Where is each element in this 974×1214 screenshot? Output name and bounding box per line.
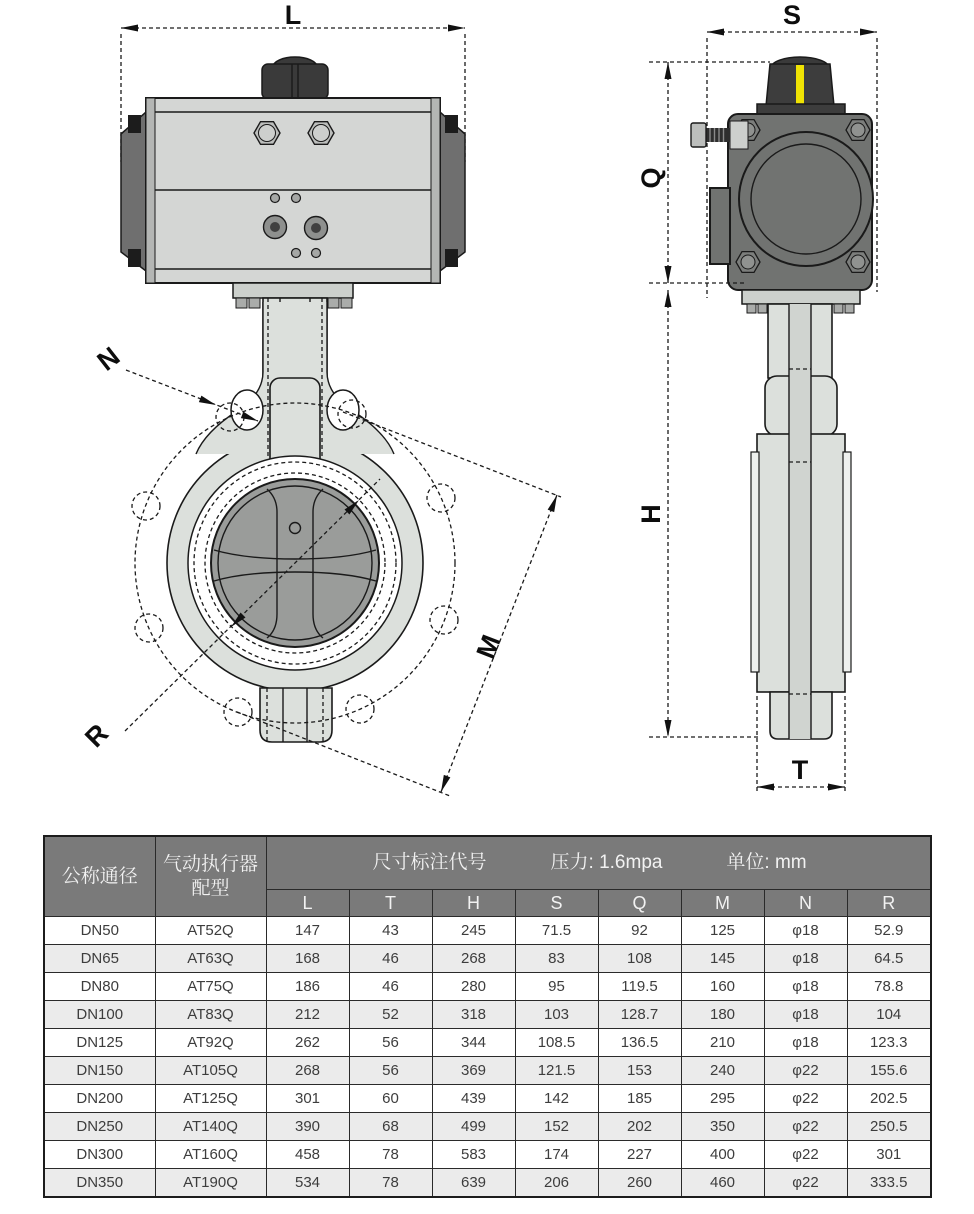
table-cell: 301 [266,1085,349,1113]
table-cell: φ22 [764,1113,847,1141]
table-cell: DN80 [44,973,155,1001]
header-unit: 单位: mm [726,852,807,874]
table-cell: 71.5 [515,917,598,945]
table-cell: AT160Q [155,1141,266,1169]
cylinder-face [739,132,873,266]
table-cell: DN300 [44,1141,155,1169]
dim-N [92,341,260,424]
table-cell: 460 [681,1169,764,1198]
col-S: S [515,890,598,917]
indicator-stripe [796,65,804,105]
seat-rail [843,452,851,672]
table-cell: 639 [432,1169,515,1198]
table-cell: 128.7 [598,1001,681,1029]
col-R: R [847,890,931,917]
table-cell: DN150 [44,1057,155,1085]
table-cell: 104 [847,1001,931,1029]
table-cell: 499 [432,1113,515,1141]
flange-hole [327,390,359,430]
table-cell: AT83Q [155,1001,266,1029]
table-cell: DN65 [44,945,155,973]
table-cell: AT92Q [155,1029,266,1057]
table-cell: 136.5 [598,1029,681,1057]
table-cell: 95 [515,973,598,1001]
table-cell: 119.5 [598,973,681,1001]
actuator-knob [262,64,328,99]
col-L: L [266,890,349,917]
table-cell: 123.3 [847,1029,931,1057]
col-M: M [681,890,764,917]
table-cell: 43 [349,917,432,945]
table-cell: AT140Q [155,1113,266,1141]
valve-side [742,290,860,739]
table-cell: 103 [515,1001,598,1029]
table-cell: 152 [515,1113,598,1141]
table-cell: 174 [515,1141,598,1169]
table-cell: 202.5 [847,1085,931,1113]
table-row [44,1113,931,1141]
table-cell: 155.6 [847,1057,931,1085]
table-cell: φ18 [764,917,847,945]
table-cell: 212 [266,1001,349,1029]
table-cell: DN100 [44,1001,155,1029]
header-dimension-code: 尺寸标注代号 [372,852,487,874]
table-cell: 78 [349,1141,432,1169]
dim-label-L: L [284,0,302,30]
table-cell: φ18 [764,973,847,1001]
table-cell: 68 [349,1113,432,1141]
table-cell: AT75Q [155,973,266,1001]
dim-H [636,290,760,737]
dim-label-T: T [791,755,809,785]
table-cell: 262 [266,1029,349,1057]
table-cell: 185 [598,1085,681,1113]
table-cell: 56 [349,1057,432,1085]
dim-label-S: S [782,0,802,30]
table-row [44,1001,931,1029]
mounting-plate-side [742,290,860,304]
table-row [44,1029,931,1057]
table-cell: 369 [432,1057,515,1085]
header-nominal-diameter: 公称通径 [44,836,155,917]
table-cell: DN50 [44,917,155,945]
header-actuator-model [155,836,266,917]
table-cell: 60 [349,1085,432,1113]
table-cell: 83 [515,945,598,973]
header-dimension-info [266,836,931,890]
table-body [44,917,931,1198]
table-cell: 534 [266,1169,349,1198]
table-cell: AT190Q [155,1169,266,1198]
table-cell: 202 [598,1113,681,1141]
table-cell: 108 [598,945,681,973]
dim-label-N: N [91,341,126,377]
table-cell: 280 [432,973,515,1001]
end-cap-right [440,112,465,271]
header-actuator-line1: 气动执行器 [162,853,258,875]
table-row [44,1057,931,1085]
table-cell: φ22 [764,1169,847,1198]
mounting-bracket [233,283,353,298]
table-cell: 180 [681,1001,764,1029]
table-cell: 400 [681,1141,764,1169]
table-cell: φ22 [764,1141,847,1169]
table-row [44,973,931,1001]
header-actuator-line2: 配型 [191,877,230,899]
table-cell: φ18 [764,1029,847,1057]
table-row [44,1169,931,1198]
table-cell: 206 [515,1169,598,1198]
table-cell: 350 [681,1113,764,1141]
table-cell: 92 [598,917,681,945]
table-cell: 240 [681,1057,764,1085]
table-row [44,917,931,945]
table-cell: 121.5 [515,1057,598,1085]
table-cell: 52 [349,1001,432,1029]
table-cell: 160 [681,973,764,1001]
table-row [44,1141,931,1169]
table-cell: 210 [681,1029,764,1057]
table-cell: 260 [598,1169,681,1198]
table-cell: 227 [598,1141,681,1169]
table-cell: DN200 [44,1085,155,1113]
header-pressure: 压力: 1.6mpa [550,852,663,874]
dim-label-R: R [79,718,115,754]
spec-table-wrap [43,835,932,1198]
table-cell: 268 [266,1057,349,1085]
seat-rail [751,452,759,672]
table-cell: 142 [515,1085,598,1113]
dim-label-Q: Q [636,167,666,189]
table-cell: 46 [349,945,432,973]
table-row [44,1085,931,1113]
front-view [79,0,561,796]
table-cell: 64.5 [847,945,931,973]
table-cell: 295 [681,1085,764,1113]
table-cell: 268 [432,945,515,973]
flange-hole [231,390,263,430]
table-cell: 458 [266,1141,349,1169]
table-cell: 583 [432,1141,515,1169]
table-cell: 439 [432,1085,515,1113]
col-Q: Q [598,890,681,917]
dim-label-H: H [636,504,666,524]
table-cell: 153 [598,1057,681,1085]
table-cell: 78 [349,1169,432,1198]
dimension-table [43,835,932,1198]
table-cell: DN350 [44,1169,155,1198]
table-cell: 186 [266,973,349,1001]
side-boss [730,121,748,149]
bottom-stem [260,688,332,742]
table-cell: 301 [847,1141,931,1169]
table-cell: 52.9 [847,917,931,945]
valve-front [167,283,423,742]
end-cap-left [121,112,146,271]
table-cell: 145 [681,945,764,973]
actuator-front [121,57,465,283]
table-cell: 245 [432,917,515,945]
table-cell: 168 [266,945,349,973]
table-cell: 56 [349,1029,432,1057]
table-cell: 318 [432,1001,515,1029]
actuator-side [691,57,873,290]
table-cell: AT125Q [155,1085,266,1113]
table-cell: φ18 [764,945,847,973]
table-cell: 344 [432,1029,515,1057]
table-cell: φ18 [764,1001,847,1029]
table-cell: φ22 [764,1057,847,1085]
table-cell: 78.8 [847,973,931,1001]
table-cell: DN250 [44,1113,155,1141]
table-cell: AT105Q [155,1057,266,1085]
table-cell: 250.5 [847,1113,931,1141]
side-view [636,0,877,794]
stopper-bolt-head [691,123,706,147]
table-cell: AT63Q [155,945,266,973]
col-H: H [432,890,515,917]
table-cell: 125 [681,917,764,945]
table-cell: 390 [266,1113,349,1141]
table-row [44,945,931,973]
table-cell: DN125 [44,1029,155,1057]
table-cell: 147 [266,917,349,945]
table-cell: 46 [349,973,432,1001]
table-cell: 108.5 [515,1029,598,1057]
table-cell: 333.5 [847,1169,931,1198]
col-T: T [349,890,432,917]
table-cell: φ22 [764,1085,847,1113]
table-cell: AT52Q [155,917,266,945]
col-N: N [764,890,847,917]
dim-label-M: M [470,630,507,663]
